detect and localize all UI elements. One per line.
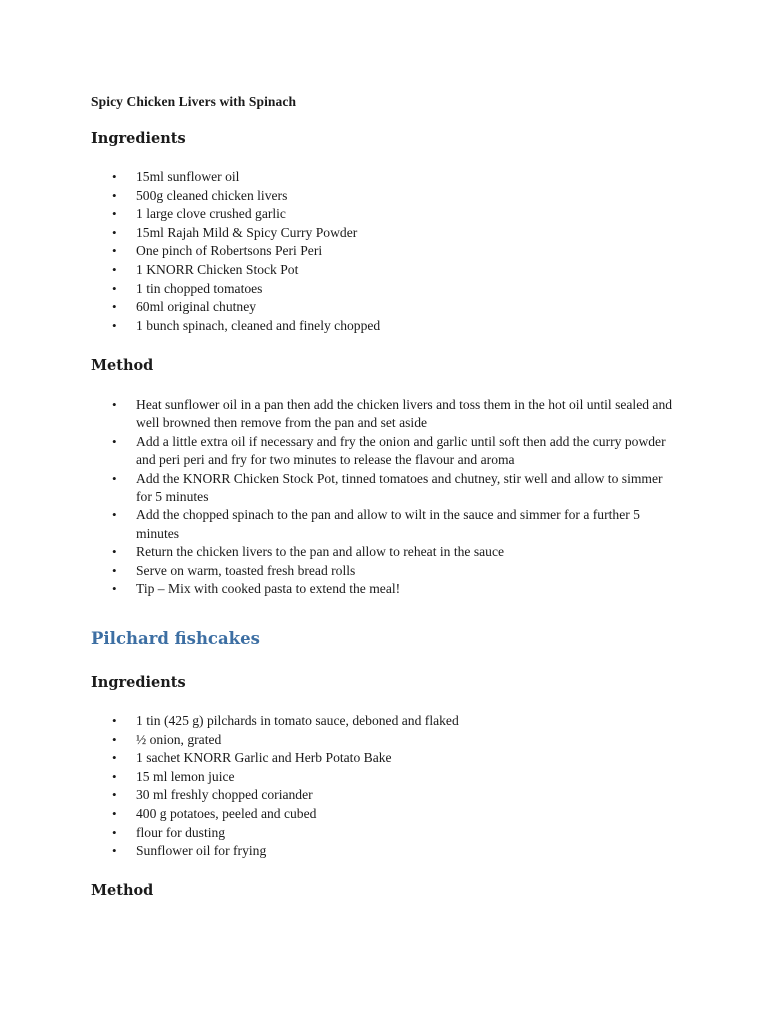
bullet: •	[112, 280, 117, 296]
method-step-text: Heat sunflower oil in a pan then add the chicken livers and toss them in the hot oil until sealed and well browned then remove from the pan and set aside	[136, 397, 673, 431]
list-item	[91, 298, 681, 317]
bullet: •	[112, 731, 117, 747]
ingredient-text: 1 bunch spinach, cleaned and finely chopped	[136, 317, 381, 333]
bullet: •	[112, 843, 117, 859]
list-item	[91, 205, 681, 224]
bullet: •	[112, 433, 117, 449]
bullet: •	[112, 261, 117, 277]
method-heading: Method	[91, 357, 154, 374]
ingredient-text: 15ml Rajah Mild & Spicy Curry Powder	[136, 224, 358, 240]
ingredient-text: 15 ml lemon juice	[136, 768, 235, 784]
method-step-text: Add a little extra oil if necessary and fry the onion and garlic until soft then add the curry powder and peri peri and fry for two minutes to release the flavour and aroma	[136, 433, 666, 468]
bullet: •	[112, 581, 117, 597]
bullet: •	[112, 562, 117, 578]
ingredients-list	[91, 712, 681, 861]
ingredient-text: 1 sachet KNORR Garlic and Herb Potato Bake	[136, 750, 392, 766]
recipe-title: Pilchard fishcakes	[91, 629, 260, 648]
bullet: •	[112, 805, 117, 821]
list-item	[91, 433, 681, 470]
ingredients-list	[91, 168, 681, 335]
bullet: •	[112, 187, 117, 203]
bullet: •	[112, 397, 117, 412]
recipe-title: Spicy Chicken Livers with Spinach	[91, 94, 297, 109]
bullet: •	[112, 206, 117, 222]
ingredient-text: flour for dusting	[136, 824, 226, 840]
list-item	[91, 506, 681, 543]
ingredient-text: 1 KNORR Chicken Stock Pot	[136, 261, 299, 277]
ingredient-text: 1 large clove crushed garlic	[136, 206, 286, 222]
method-step-text: Tip – Mix with cooked pasta to extend the meal!	[136, 581, 401, 597]
list-item	[91, 842, 681, 861]
bullet: •	[112, 768, 117, 784]
list-item	[91, 580, 681, 598]
ingredient-text: 400 g potatoes, peeled and cubed	[136, 805, 317, 821]
list-item	[91, 242, 681, 261]
ingredient-text: 15ml sunflower oil	[136, 169, 240, 184]
bullet: •	[112, 824, 117, 840]
list-item	[91, 280, 681, 299]
bullet: •	[112, 299, 117, 315]
bullet: •	[112, 787, 117, 803]
ingredients-heading: Ingredients	[91, 130, 186, 147]
method-list	[91, 396, 681, 598]
list-item	[91, 562, 681, 580]
bullet: •	[112, 544, 117, 560]
list-item	[91, 168, 681, 187]
bullet: •	[112, 507, 117, 523]
list-item	[91, 317, 681, 336]
bullet: •	[112, 243, 117, 259]
list-item	[91, 187, 681, 206]
method-step-text: Add the KNORR Chicken Stock Pot, tinned tomatoes and chutney, stir well and allow to simmer for 5 minutes	[136, 470, 663, 505]
bullet: •	[112, 317, 117, 333]
list-item	[91, 261, 681, 280]
ingredient-text: 60ml original chutney	[136, 299, 257, 315]
list-item	[91, 224, 681, 243]
ingredient-text: 1 tin chopped tomatoes	[136, 280, 263, 296]
list-item	[91, 749, 681, 768]
method-step-text: Return the chicken livers to the pan and allow to reheat in the sauce	[136, 544, 505, 560]
list-item	[91, 805, 681, 824]
bullet: •	[112, 713, 117, 728]
ingredient-text: 1 tin (425 g) pilchards in tomato sauce, deboned and flaked	[136, 713, 459, 728]
method-step-text: Add the chopped spinach to the pan and allow to wilt in the sauce and simmer for a further 5 minutes	[136, 507, 640, 541]
list-item	[91, 768, 681, 787]
ingredient-text: ½ onion, grated	[136, 731, 222, 747]
bullet: •	[112, 224, 117, 240]
list-item	[91, 824, 681, 843]
ingredient-text: One pinch of Robertsons Peri Peri	[136, 243, 323, 259]
list-item	[91, 396, 681, 433]
list-item	[91, 712, 681, 731]
bullet: •	[112, 470, 117, 486]
ingredient-text: 500g cleaned chicken livers	[136, 187, 288, 203]
list-item	[91, 731, 681, 750]
ingredients-heading: Ingredients	[91, 674, 186, 691]
ingredient-text: Sunflower oil for frying	[136, 843, 267, 859]
bullet: •	[112, 750, 117, 766]
list-item	[91, 786, 681, 805]
method-step-text: Serve on warm, toasted fresh bread rolls	[136, 562, 356, 578]
method-heading: Method	[91, 882, 154, 899]
bullet: •	[112, 169, 117, 184]
list-item	[91, 470, 681, 507]
ingredient-text: 30 ml freshly chopped coriander	[136, 787, 313, 803]
list-item	[91, 543, 681, 561]
